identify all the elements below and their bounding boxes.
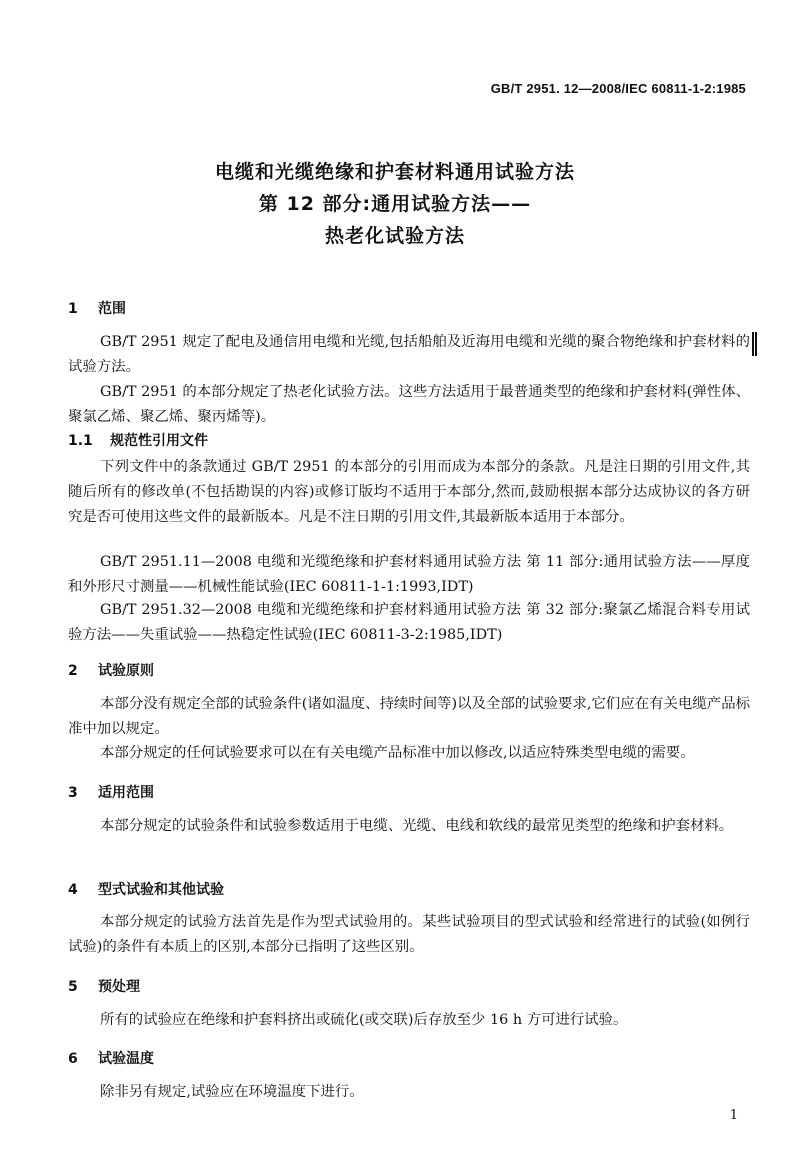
section-number: 5: [68, 979, 78, 995]
section-2-paragraph-1: 本部分没有规定全部的试验条件(诸如温度、持续时间等)以及全部的试验要求,它们应在有关电缆产品标准中加以规定。: [68, 696, 750, 737]
section-number: 6: [68, 1051, 78, 1067]
section-title: 试验温度: [98, 1051, 154, 1067]
section-number: 2: [68, 663, 78, 679]
section-6-paragraph-1: 除非另有规定,试验应在环境温度下进行。: [100, 1084, 364, 1100]
section-3-heading: [68, 782, 154, 802]
section-1-paragraph-1: GB/T 2951 规定了配电及通信用电缆和光缆,包括船舶及近海用电缆和光缆的聚合物绝缘和护套材料的试验方法。: [68, 334, 750, 375]
section-5-heading: [68, 976, 140, 996]
section-title: 试验原则: [98, 663, 154, 679]
section-1-paragraph-2: GB/T 2951 的本部分规定了热老化试验方法。这些方法适用于最普通类型的绝缘和护套材料(弹性体、聚氯乙烯、聚乙烯、聚丙烯等)。: [68, 384, 750, 425]
section-1-1-heading: [68, 430, 208, 450]
section-1-heading: [68, 298, 126, 318]
section-title: 规范性引用文件: [110, 433, 208, 449]
section-title: 范围: [98, 301, 126, 317]
section-6-heading: [68, 1048, 154, 1068]
section-title: 适用范围: [98, 785, 154, 801]
section-5-paragraph-1: 所有的试验应在绝缘和护套料挤出或硫化(或交联)后存放至少 16 h 方可进行试验。: [100, 1012, 628, 1028]
section-number: 1.1: [68, 433, 93, 449]
section-2-paragraph-2: 本部分规定的任何试验要求可以在有关电缆产品标准中加以修改,以适应特殊类型电缆的需要。: [100, 745, 695, 761]
section-title: 预处理: [98, 979, 140, 995]
section-4-heading: [68, 879, 224, 899]
standard-code: GB/T 2951. 12—2008/IEC 60811-1-2:1985: [490, 81, 746, 96]
section-number: 1: [68, 301, 78, 317]
document-title-line1: 电缆和光缆绝缘和护套材料通用试验方法: [214, 161, 575, 183]
document-title-line2: 第 12 部分:通用试验方法——: [258, 193, 532, 215]
section-title: 型式试验和其他试验: [98, 882, 224, 898]
section-number: 4: [68, 882, 78, 898]
section-1-1-paragraph-1: 下列文件中的条款通过 GB/T 2951 的本部分的引用而成为本部分的条款。凡是注日期的引用文件,其随后所有的修改单(不包括勘误的内容)或修订版均不适用于本部分,然而,鼓励根据本部分达成协议的各方研究是否可使用这些文件的最新版本。凡是不注日期的引用文件,其最新版本适用于本部分。: [68, 459, 750, 525]
section-3-paragraph-1: 本部分规定的试验条件和试验参数适用于电缆、光缆、电线和软线的最常见类型的绝缘和护套材料。: [100, 818, 734, 834]
normative-reference-1: GB/T 2951.11—2008 电缆和光缆绝缘和护套材料通用试验方法 第 11 部分:通用试验方法——厚度和外形尺寸测量——机械性能试验(IEC 60811-1-1:1993,IDT): [68, 554, 750, 595]
section-2-heading: [68, 660, 154, 680]
document-title-line3: 热老化试验方法: [324, 225, 465, 247]
normative-reference-2: GB/T 2951.32—2008 电缆和光缆绝缘和护套材料通用试验方法 第 32 部分:聚氯乙烯混合料专用试验方法——失重试验——热稳定性试验(IEC 60811-3-2:1985,IDT): [68, 602, 750, 643]
section-4-paragraph-1: 本部分规定的试验方法首先是作为型式试验用的。某些试验项目的型式试验和经常进行的试验(如例行试验)的条件有本质上的区别,本部分已指明了这些区别。: [68, 914, 750, 955]
section-number: 3: [68, 785, 78, 801]
page-number: 1: [729, 1108, 738, 1123]
revision-change-bar: [752, 332, 757, 356]
